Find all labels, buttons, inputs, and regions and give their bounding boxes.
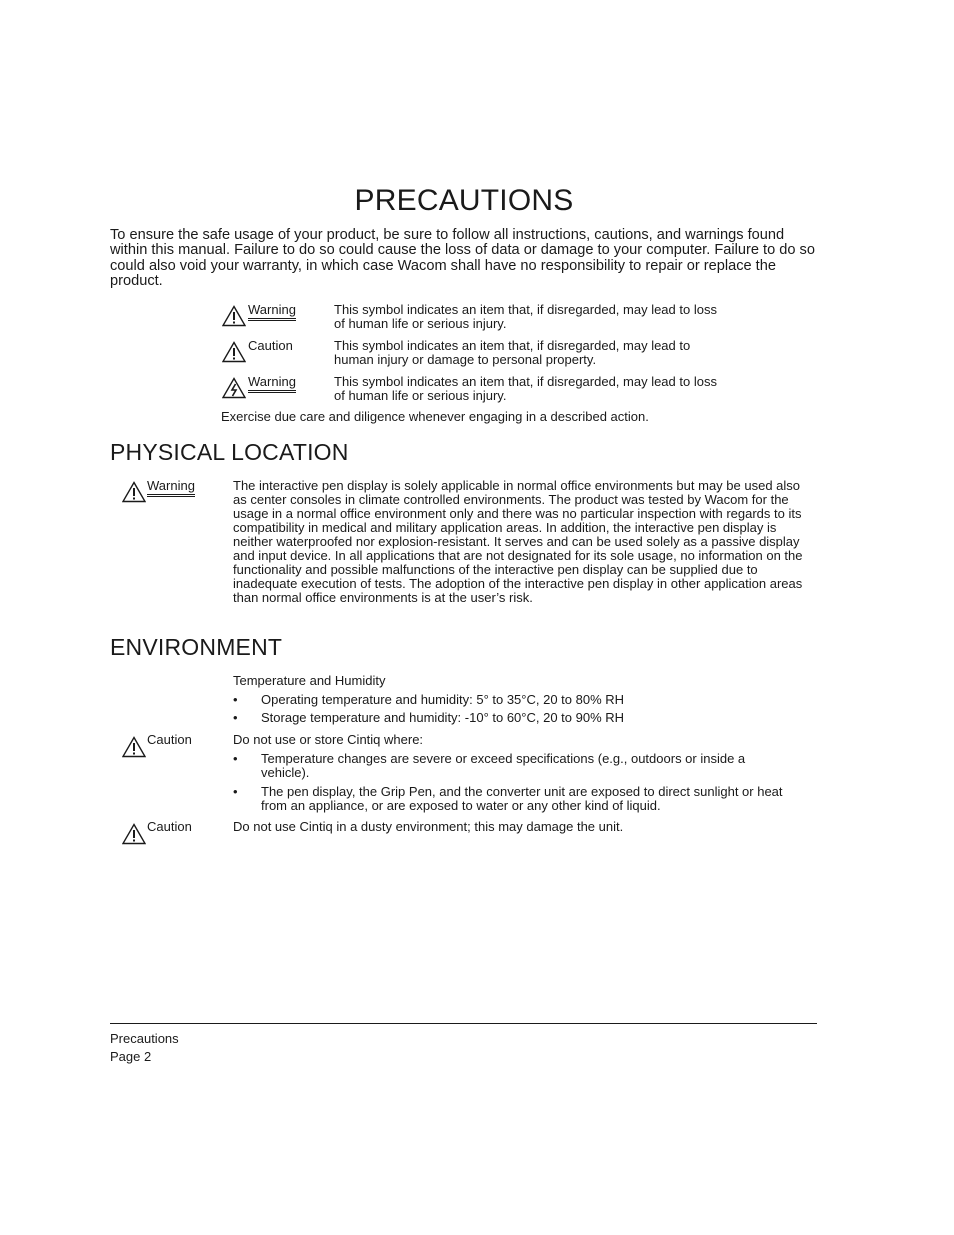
caution-triangle-icon	[222, 341, 246, 363]
physical-location-heading: PHYSICAL LOCATION	[110, 439, 349, 465]
bullet: •	[233, 751, 238, 766]
physical-location-warning-label: Warning	[147, 479, 195, 497]
footer-page-number: Page 2	[110, 1049, 152, 1064]
caution-text: Do not use or store Cintiq where:	[233, 732, 424, 747]
bullet: •	[233, 710, 238, 725]
footer-rule	[110, 1023, 817, 1024]
caution-label: Caution	[147, 819, 192, 834]
warning-triangle-icon	[222, 305, 246, 327]
caution-triangle-icon	[122, 736, 146, 758]
footer-section: Precautions	[110, 1031, 179, 1046]
intro-paragraph: To ensure the safe usage of your product, be sure to follow all instructions, cautions, and warnings found within this manual. Failure to do so could cause the loss of data or damage to your computer. Failure to do so could also void your warranty, in which case Wacom shall have no responsibility to repair or replace the product.	[110, 227, 815, 290]
symbol-description: This symbol indicates an item that, if disregarded, may lead to human injury or damage to personal property.	[334, 338, 691, 367]
caution-item: Temperature changes are severe or exceed specifications (e.g., outdoors or inside a vehicle).	[261, 751, 746, 780]
symbols-note: Exercise due care and diligence whenever engaging in a described action.	[221, 409, 649, 424]
temperature-humidity-subheading: Temperature and Humidity	[233, 673, 386, 688]
warning-triangle-icon	[122, 481, 146, 503]
symbol-label: Warning	[248, 303, 296, 321]
symbol-label: Warning	[248, 375, 296, 393]
bullet: •	[233, 692, 238, 707]
spec-operating: Operating temperature and humidity: 5° to 35°C, 20 to 80% RH	[261, 692, 625, 707]
bullet: •	[233, 784, 238, 799]
caution-triangle-icon	[122, 823, 146, 845]
electric-warning-triangle-icon	[222, 377, 246, 399]
caution-item: The pen display, the Grip Pen, and the converter unit are exposed to direct sunlight or heat from an appliance, or are exposed to water or any other kind of liquid.	[261, 784, 783, 813]
physical-location-text: The interactive pen display is solely applicable in normal office environments but may be used also as center consoles in climate controlled environments. The product was tested by Wacom for the usage in a normal office environment only and there was no particular inspection with regards to its compatibility in medical and military application areas. In addition, the interactive pen display is neither waterproofed nor explosion-resistant. It serves and can be used solely as a passive display and input device. In all applications that are not designated for its sole usage, no information on the functionality and possible malfunctions of the interactive pen display can be supplied due to inadequate execution of tests. The adoption of the interactive pen display in other application areas than normal office environments is at the user’s risk.	[233, 478, 803, 605]
page-title: PRECAUTIONS	[354, 184, 574, 217]
symbol-description: This symbol indicates an item that, if disregarded, may lead to loss of human life or serious injury.	[334, 374, 717, 403]
symbol-description: This symbol indicates an item that, if disregarded, may lead to loss of human life or serious injury.	[334, 302, 717, 331]
symbol-label: Caution	[248, 338, 293, 353]
spec-storage: Storage temperature and humidity: -10° to 60°C, 20 to 90% RH	[261, 710, 625, 725]
caution-text: Do not use Cintiq in a dusty environment; this may damage the unit.	[233, 819, 624, 834]
environment-heading: ENVIRONMENT	[110, 634, 283, 660]
caution-label: Caution	[147, 732, 192, 747]
